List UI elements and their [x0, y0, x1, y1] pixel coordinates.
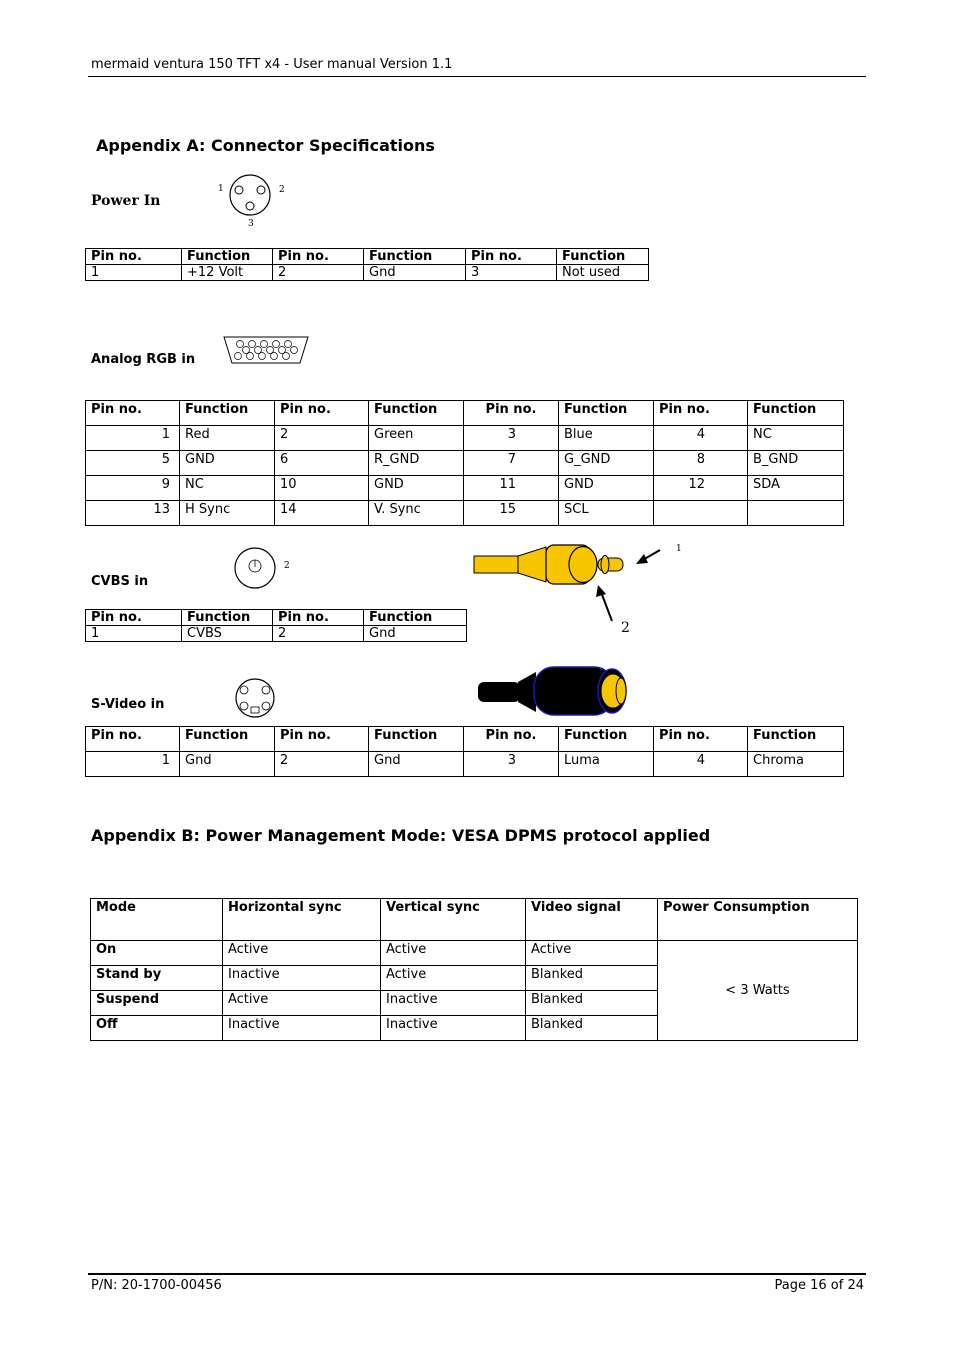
footer-page-number: Page 16 of 24	[774, 1278, 864, 1293]
power-connector-icon	[214, 172, 290, 230]
table-header-cell: Function	[559, 727, 654, 752]
table-header-cell: Pin no.	[86, 727, 180, 752]
table-header-cell: Function	[557, 249, 649, 265]
table-header-cell: Pin no.	[464, 401, 559, 426]
vga-connector-icon	[222, 335, 312, 365]
table-header-cell: Function	[182, 249, 273, 265]
power-in-label: Power In	[91, 193, 161, 209]
footer-part-number: P/N: 20-1700-00456	[91, 1278, 222, 1293]
table-cell: Inactive	[381, 1016, 526, 1041]
table-header-cell: Function	[559, 401, 654, 426]
table-cell: 2	[273, 626, 364, 642]
table-cell: 1	[86, 426, 180, 451]
page-header-title: mermaid ventura 150 TFT x4 - User manual Version 1.1	[91, 57, 453, 72]
rca-plug-icon	[470, 535, 690, 640]
svideo-table	[85, 726, 844, 777]
power-pin-label: 3	[248, 219, 254, 229]
table-cell: Not used	[557, 265, 649, 281]
table-cell: Gnd	[180, 752, 275, 777]
table-header-cell: Video signal	[526, 899, 658, 941]
table-header-row	[86, 401, 844, 426]
table-row	[91, 941, 858, 966]
table-header-cell: Pin no.	[86, 401, 180, 426]
svideo-connector-icon	[233, 678, 279, 720]
table-header-cell: Function	[180, 401, 275, 426]
table-header-cell: Pin no.	[654, 727, 748, 752]
table-header-cell: Pin no.	[273, 610, 364, 626]
table-cell: Gnd	[364, 265, 466, 281]
table-cell: +12 Volt	[182, 265, 273, 281]
analog-rgb-table	[85, 400, 844, 526]
table-row	[86, 451, 844, 476]
table-cell: 2	[275, 752, 369, 777]
table-header-cell: Pin no.	[654, 401, 748, 426]
table-cell: Inactive	[223, 1016, 381, 1041]
table-cell: 14	[275, 501, 369, 526]
header-rule	[88, 76, 866, 77]
appendix-b-title: Appendix B: Power Management Mode: VESA DPMS protocol applied	[91, 826, 711, 845]
table-row	[86, 752, 844, 777]
power-consumption-cell: < 3 Watts	[658, 941, 858, 1041]
table-header-cell: Function	[364, 249, 466, 265]
table-cell: Gnd	[369, 752, 464, 777]
table-header-cell: Function	[369, 727, 464, 752]
table-cell: Suspend	[91, 991, 223, 1016]
table-cell: 6	[275, 451, 369, 476]
table-header-cell: Function	[748, 727, 844, 752]
table-cell: Red	[180, 426, 275, 451]
table-header-cell: Pin no.	[273, 249, 364, 265]
table-cell: 2	[273, 265, 364, 281]
table-cell: 7	[464, 451, 559, 476]
table-cell: Off	[91, 1016, 223, 1041]
table-row	[86, 476, 844, 501]
table-header-row	[86, 727, 844, 752]
table-header-cell: Function	[748, 401, 844, 426]
table-cell: 1	[86, 265, 182, 281]
table-cell: 1	[86, 626, 182, 642]
table-row	[86, 501, 844, 526]
table-row	[86, 626, 467, 642]
table-cell: B_GND	[748, 451, 844, 476]
table-cell: On	[91, 941, 223, 966]
cvbs-arrow-label: 1	[676, 544, 682, 554]
table-cell: Luma	[559, 752, 654, 777]
table-header-row	[91, 899, 858, 941]
table-cell: NC	[180, 476, 275, 501]
table-header-cell: Horizontal sync	[223, 899, 381, 941]
table-cell: Active	[381, 966, 526, 991]
table-cell: 1	[86, 752, 180, 777]
table-header-cell: Pin no.	[275, 727, 369, 752]
table-cell: GND	[369, 476, 464, 501]
table-header-cell: Mode	[91, 899, 223, 941]
svideo-label: S-Video in	[91, 697, 165, 712]
table-cell: 11	[464, 476, 559, 501]
table-cell: 13	[86, 501, 180, 526]
table-header-cell: Function	[180, 727, 275, 752]
table-cell: Active	[526, 941, 658, 966]
table-cell: 12	[654, 476, 748, 501]
table-cell: Inactive	[381, 991, 526, 1016]
table-header-row	[86, 610, 467, 626]
table-cell: 4	[654, 752, 748, 777]
table-cell: Blanked	[526, 991, 658, 1016]
table-cell: Inactive	[223, 966, 381, 991]
table-header-cell: Pin no.	[466, 249, 557, 265]
cvbs-connector-icon	[232, 546, 294, 590]
table-cell: 3	[466, 265, 557, 281]
cvbs-table	[85, 609, 467, 642]
power-management-table	[90, 898, 858, 1041]
svideo-plug-icon	[474, 662, 634, 718]
table-row	[86, 265, 649, 281]
table-cell: Blue	[559, 426, 654, 451]
table-header-cell: Function	[364, 610, 467, 626]
table-row	[86, 426, 844, 451]
table-cell: 9	[86, 476, 180, 501]
table-header-cell: Power Consumption	[658, 899, 858, 941]
table-cell: Green	[369, 426, 464, 451]
table-cell: 3	[464, 752, 559, 777]
appendix-a-title: Appendix A: Connector Specifications	[96, 136, 435, 155]
table-cell: Active	[381, 941, 526, 966]
table-cell	[654, 501, 748, 526]
table-header-cell: Function	[182, 610, 273, 626]
table-cell: GND	[180, 451, 275, 476]
table-cell: G_GND	[559, 451, 654, 476]
table-cell: Stand by	[91, 966, 223, 991]
table-cell: 3	[464, 426, 559, 451]
power-pin-label: 2	[279, 185, 285, 195]
table-cell: Chroma	[748, 752, 844, 777]
table-header-cell: Pin no.	[86, 249, 182, 265]
cvbs-arrow-label: 2	[621, 620, 630, 636]
table-cell: 10	[275, 476, 369, 501]
table-cell: Gnd	[364, 626, 467, 642]
footer-rule	[88, 1273, 866, 1275]
table-cell: Blanked	[526, 966, 658, 991]
power-in-table	[85, 248, 649, 281]
table-cell: R_GND	[369, 451, 464, 476]
table-header-cell: Pin no.	[464, 727, 559, 752]
table-header-cell: Function	[369, 401, 464, 426]
table-cell: 15	[464, 501, 559, 526]
table-header-cell: Pin no.	[275, 401, 369, 426]
power-pin-label: 1	[218, 184, 224, 194]
cvbs-label: CVBS in	[91, 574, 149, 589]
table-cell: Active	[223, 941, 381, 966]
table-cell: Active	[223, 991, 381, 1016]
table-cell: Blanked	[526, 1016, 658, 1041]
table-cell: 8	[654, 451, 748, 476]
table-cell: GND	[559, 476, 654, 501]
table-cell: CVBS	[182, 626, 273, 642]
table-cell	[748, 501, 844, 526]
table-cell: V. Sync	[369, 501, 464, 526]
table-header-cell: Vertical sync	[381, 899, 526, 941]
table-cell: SDA	[748, 476, 844, 501]
table-cell: NC	[748, 426, 844, 451]
table-header-cell: Pin no.	[86, 610, 182, 626]
cvbs-pin-label: 2	[284, 561, 290, 571]
table-cell: H Sync	[180, 501, 275, 526]
table-cell: 2	[275, 426, 369, 451]
table-cell: 4	[654, 426, 748, 451]
table-cell: SCL	[559, 501, 654, 526]
table-cell: 5	[86, 451, 180, 476]
analog-rgb-label: Analog RGB in	[91, 352, 196, 367]
table-header-row	[86, 249, 649, 265]
